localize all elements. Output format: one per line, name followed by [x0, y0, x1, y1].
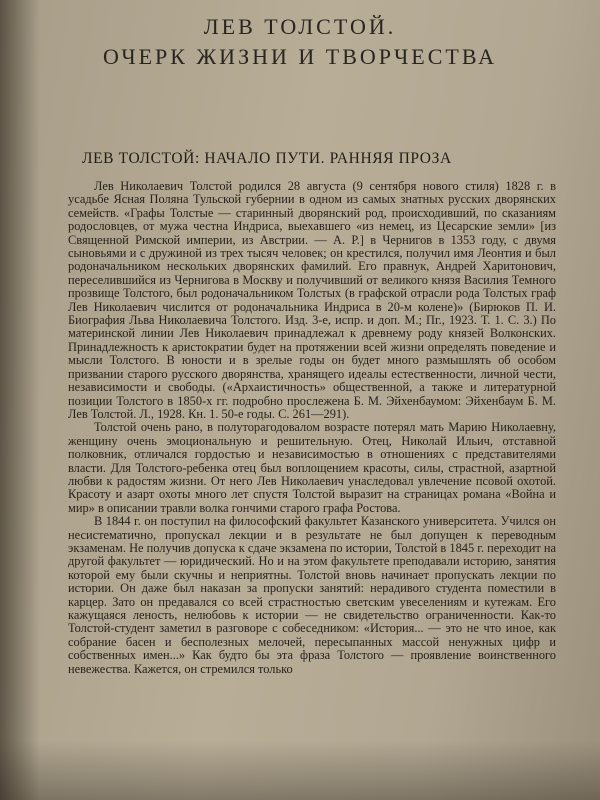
paragraph-3: В 1844 г. он поступил на философский факультет Казанского университета. Учился он несистематично, пропускал лекции и в результате не был допущен к переводным экзаменам. Не получив допуска к сдаче экзамена по истории, Толстой в 1845 г. переходит на другой факультет — юридический. Но и на этом факультете преподавали историю, занятия которой ему были скучны и неприятны. Толстой вновь начинает пропускать лекции по истории. Он даже был наказан за пропуски занятий: нерадивого студента поместили в карцер. Зато он предавался со всей страстностью светским увеселениям и кутежам. Его кажущаяся леность, нелюбовь к истории — не свидетельство ограниченности. Как-то Толстой-студент заметил в разговоре с собеседником: «История... — это не что иное, как собрание басен и бесполезных мелочей, пересыпанных массой ненужных цифр и собственных имен...» Как будто бы эта фраза Толстого — проявление воинственного невежества. Кажется, он стремился только — [68, 514, 556, 676]
running-title — [60, 12, 540, 72]
page-bottom-shadow — [0, 740, 600, 800]
body-text — [68, 180, 556, 676]
title-line-2: ОЧЕРК ЖИЗНИ И ТВОРЧЕСТВА — [102, 44, 498, 69]
section-heading: ЛЕВ ТОЛСТОЙ: НАЧАЛО ПУТИ. РАННЯЯ ПРОЗА — [82, 150, 452, 167]
paragraph-2: Толстой очень рано, в полуторагодовалом возрасте потерял мать Марию Николаевну, женщину очень эмоциональную и решительную. Отец, Николай Ильич, отставной полковник, отличался гордостью и независимостью в отношениях с представителями власти. Для Толстого-ребенка отец был воплощением красоты, силы, страстной, азартной любви к радостям жизни. От него Лев Николаевич унаследовал увлечение псовой охотой. Красоту и азарт охоты много лет спустя Толстой выразит на страницах романа «Война и мир» в описании травли волка гончими старого графа Ростова. — [68, 420, 556, 515]
page-gutter-shadow — [0, 0, 40, 800]
title-line-1: ЛЕВ ТОЛСТОЙ. — [203, 14, 397, 39]
paragraph-1: Лев Николаевич Толстой родился 28 августа (9 сентября нового стиля) 1828 г. в усадьбе Ясная Поляна Тульской губернии в одном из самых знатных русских дворянских семейств. «Графы Толстые — старинный дворянский род, происходивший, по сказаниям родословцев, от мужа честна Индриса, выехавшего «из немец, из Цесарские земли» [из Священной Римской империи, из Австрии. — А. Р.] в Чернигов в 1353 году, с двумя сыновьями и с дружиной из трех тысяч человек; он крестился, получил имя Леонтия и был родоначальником нескольких дворянских фамилий. Его правнук, Андрей Харитонович, переселившийся из Чернигова в Москву и получивший от великого князя Василия Темного прозвище Толстого, был родоначальником Толстых (в графской отрасли рода Толстых граф Лев Николаевич числится от родоначальника Индриса в 20-м колене)» (Бирюков П. И. Биография Льва Николаевича Толстого. Изд. 3-е, испр. и доп. М.; Пг., 1923. Т. 1. С. 3.) По материнской линии Лев Николаевич принадлежал к древнему роду князей Волконских. Принадлежность к аристократии будет на протяжении всей жизни определять поведение и мысли Толстого. В юности и в зрелые годы он будет много размышлять об особом призвании старого русского дворянства, хранящего идеалы естественности, личной чести, независимости и свободы. («Архаистичность» общественной, а также и литературной позиции Толстого в 1850-х гг. подробно прослежена Б. М. Эйхенбаумом: Эйхенбаум Б. М. Лев Толстой. Л., 1928. Кн. 1. 50-е годы. С. 261—291). — [68, 179, 556, 421]
